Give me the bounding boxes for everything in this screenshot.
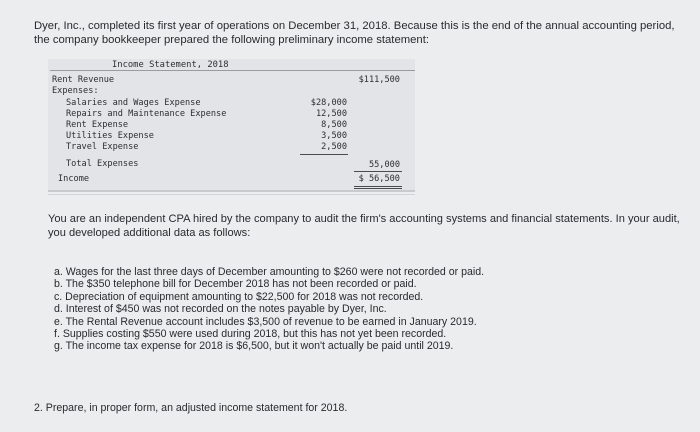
audit-items-list	[54, 266, 694, 353]
expense-value-utilities: 3,500	[321, 131, 347, 141]
statement-bottom-rule-secondary	[48, 194, 415, 195]
expense-label-travel: Travel Expense	[66, 142, 139, 152]
expense-label-utilities: Utilities Expense	[66, 131, 154, 141]
income-label: Income	[58, 174, 90, 184]
expenses-label: Expenses:	[52, 86, 99, 96]
total-expenses-value: 55,000	[368, 160, 400, 170]
income-double-rule-top	[354, 186, 402, 187]
total-expenses-label: Total Expenses	[66, 159, 139, 169]
list-item: g. The income tax expense for 2018 is $6,500, but it won't actually be paid until 2019.	[54, 340, 454, 353]
rent-revenue-label: Rent Revenue	[52, 75, 115, 85]
expense-label-rent: Rent Expense	[66, 120, 129, 130]
list-item: a. Wages for the last three days of December amounting to $260 were not recorded or paid.	[54, 266, 485, 278]
statement-header-rule	[50, 70, 415, 71]
expense-value-travel: 2,500	[321, 142, 347, 152]
audit-paragraph: You are an independent CPA hired by the company to audit the firm's accounting systems and financial statements. In your audit, you developed additional data as follows:	[48, 213, 680, 239]
expense-value-rent: 8,500	[321, 120, 347, 130]
income-double-rule-bottom	[354, 188, 402, 189]
list-item: c. Depreciation of equipment amounting to $22,500 for 2018 was not recorded.	[54, 290, 424, 303]
list-item: e. The Rental Revenue account includes $3,500 of revenue to be earned in January 2019.	[54, 315, 477, 328]
expense-value-salaries: $28,000	[310, 98, 347, 108]
list-item: b. The $350 telephone bill for December 2018 has not been recorded or paid.	[54, 278, 417, 291]
statement-bottom-rule	[48, 190, 415, 192]
income-value: $ 56,500	[358, 174, 400, 184]
rent-revenue-value: $111,500	[358, 75, 400, 85]
question-prompt: 2. Prepare, in proper form, an adjusted income statement for 2018.	[34, 402, 348, 414]
intro-paragraph: Dyer, Inc., completed its first year of operations on December 31, 2018. Because this is the end of the annual accounting period, the company bookkeeper prepared the following preliminary income statement:	[34, 20, 675, 46]
expenses-subtotal-rule	[300, 154, 348, 155]
expense-label-repairs: Repairs and Maintenance Expense	[66, 109, 227, 119]
list-item: d. Interest of $450 was not recorded on the notes payable by Dyer, Inc.	[54, 303, 387, 316]
expense-value-repairs: 12,500	[315, 109, 347, 119]
statement-title: Income Statement, 2018	[112, 60, 229, 70]
expense-label-salaries: Salaries and Wages Expense	[66, 98, 201, 108]
total-expenses-rule	[354, 171, 402, 172]
list-item: f. Supplies costing $550 were used during 2018, but this has not yet been recorded.	[54, 328, 447, 341]
